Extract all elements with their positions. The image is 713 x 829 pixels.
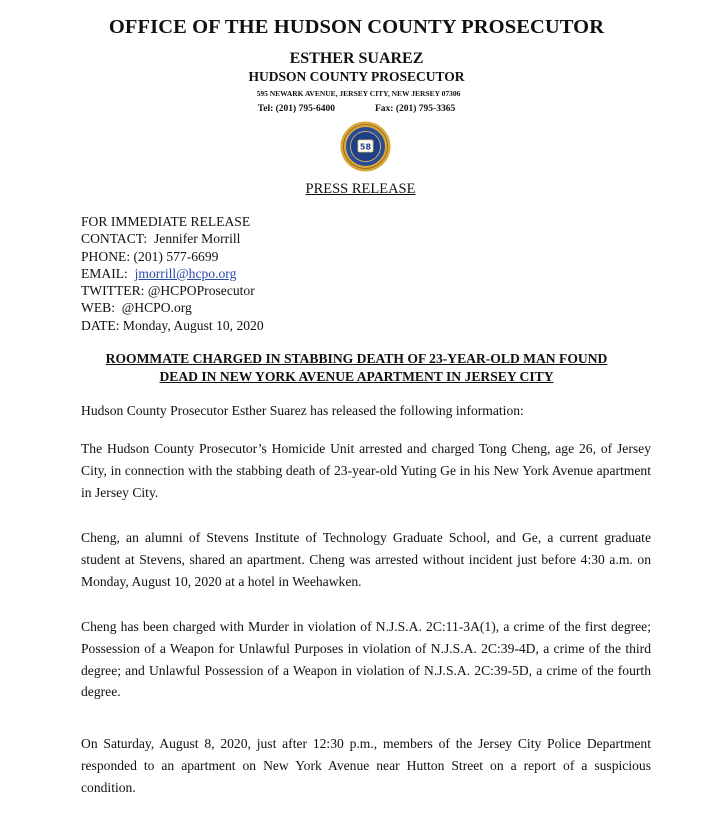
office-title: OFFICE OF THE HUDSON COUNTY PROSECUTOR (108, 16, 605, 38)
county-seal-icon (340, 121, 391, 172)
office-address: 595 NEWARK AVENUE, JERSEY CITY, NEW JERSEY 07306 (256, 89, 461, 98)
headline (81, 350, 632, 385)
web-line (81, 299, 264, 316)
twitter-handle: @HCPOProsecutor (147, 283, 255, 299)
headline-line-2: DEAD IN NEW YORK AVENUE APARTMENT IN JERSEY CITY (159, 368, 554, 384)
email-link[interactable]: jmorrill@hcpo.org (134, 265, 237, 281)
tel-number: Tel: (201) 795-6400 (257, 104, 335, 114)
phone-label: PHONE: (81, 248, 131, 264)
paragraph-incident: On Saturday, August 8, 2020, just after 12:30 p.m., members of the Jersey City Police Department responded to an apartment on New York Avenue near Hutton Street on a report of a suspicious condition. (81, 736, 651, 795)
paragraph-intro: Hudson County Prosecutor Esther Suarez has released the following information: (81, 403, 524, 418)
contact-line (81, 230, 264, 247)
paragraph-arrest: The Hudson County Prosecutor’s Homicide Unit arrested and charged Tong Cheng, age 26, of Jersey City, in connection with the stabbing death of 23-year-old Yuting Ge in his New York Avenue apartment in Jersey City. (81, 441, 651, 500)
contact-block (81, 213, 264, 334)
email-line (81, 265, 264, 282)
date-label: DATE: (81, 317, 120, 333)
seal-number: 58 (359, 142, 372, 152)
fax-number: Fax: (201) 795-3365 (375, 104, 456, 114)
office-phones (0, 104, 713, 114)
paragraph-charges: Cheng has been charged with Murder in violation of N.J.S.A. 2C:11-3A(1), a crime of the first degree; Possession of a Weapon for Unlawful Purposes in violation of N.J.S.A. 2C:39-4D, a crime of the third degree; and Unlawful Possession of a Weapon in violation of N.J.S.A. 2C:39-5D, a crime of the fourth degree. (81, 619, 651, 700)
twitter-line (81, 282, 264, 299)
web-label: WEB: (81, 300, 115, 316)
paragraph-background: Cheng, an alumni of Stevens Institute of Technology Graduate School, and Ge, a current graduate student at Stevens, shared an apartment. Cheng was arrested without incident just before 4:30 a.m. on Monday, August 10, 2020 at a hotel in Weehawken. (81, 530, 651, 589)
phone-line (81, 248, 264, 265)
prosecutor-name: ESTHER SUAREZ (289, 50, 424, 67)
phone-value: (201) 577-6699 (133, 248, 219, 264)
web-value: @HCPO.org (121, 300, 192, 316)
press-release-heading: PRESS RELEASE (305, 181, 416, 197)
prosecutor-title: HUDSON COUNTY PROSECUTOR (248, 69, 465, 84)
email-label: EMAIL: (81, 265, 128, 281)
contact-name: Jennifer Morrill (154, 231, 241, 247)
twitter-label: TWITTER: (81, 283, 145, 299)
headline-line-1: ROOMMATE CHARGED IN STABBING DEATH OF 23-YEAR-OLD MAN FOUND (105, 351, 608, 366)
date-value: Monday, August 10, 2020 (122, 317, 264, 333)
contact-label: CONTACT: (81, 231, 148, 247)
release-note: FOR IMMEDIATE RELEASE (81, 214, 251, 229)
date-line (81, 317, 264, 334)
